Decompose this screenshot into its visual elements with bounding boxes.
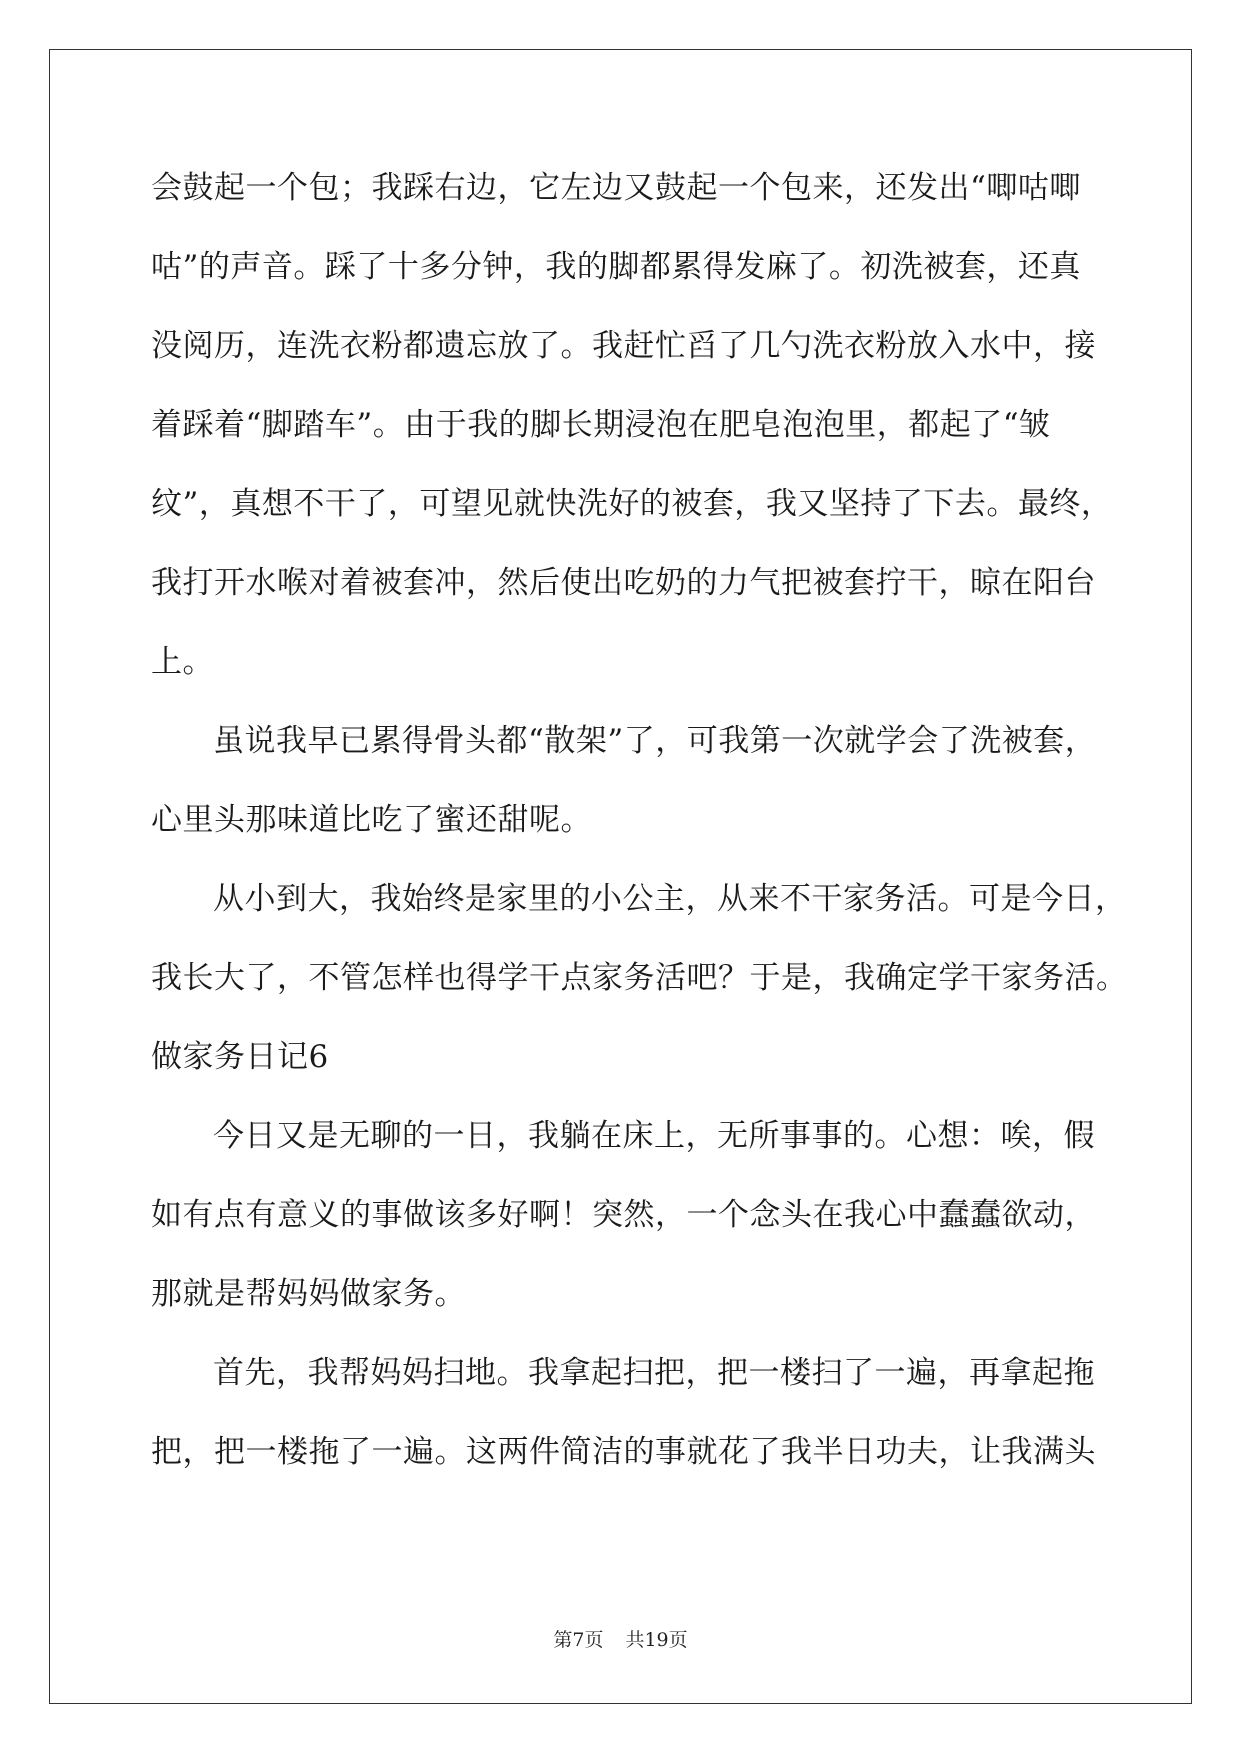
document-body bbox=[151, 160, 1128, 1503]
text-line: 心里头那味道比吃了蜜还甜呢。 bbox=[151, 802, 592, 838]
text-line: 纹”，真想不干了，可望见就快洗好的被套，我又坚持了下去。最终， bbox=[151, 486, 1113, 522]
page-number: 第7页 bbox=[553, 1629, 604, 1651]
paragraph-start-line: 从小到大，我始终是家里的小公主，从来不干家务活。可是今日， bbox=[213, 881, 1127, 917]
paragraph-start-line: 首先，我帮妈妈扫地。我拿起扫把，把一楼扫了一遍，再拿起拖 bbox=[213, 1355, 1095, 1391]
section-heading: 做家务日记6 bbox=[151, 1039, 329, 1075]
text-line: 咕”的声音。踩了十多分钟，我的脚都累得发麻了。初洗被套，还真 bbox=[151, 249, 1081, 285]
text-line: 会鼓起一个包；我踩右边，它左边又鼓起一个包来，还发出“唧咕唧 bbox=[151, 170, 1081, 206]
text-line: 把，把一楼拖了一遍。这两件简洁的事就花了我半日功夫，让我满头 bbox=[151, 1434, 1096, 1470]
text-line: 我打开水喉对着被套冲，然后使出吃奶的力气把被套拧干，晾在阳台 bbox=[151, 565, 1096, 601]
text-line: 如有点有意义的事做该多好啊！突然，一个念头在我心中蠢蠢欲动， bbox=[151, 1197, 1096, 1233]
paragraph-start-line: 虽说我早已累得骨头都“散架”了，可我第一次就学会了洗被套， bbox=[213, 723, 1097, 759]
text-line: 没阅历，连洗衣粉都遗忘放了。我赶忙舀了几勺洗衣粉放入水中，接 bbox=[151, 328, 1096, 364]
text-line: 那就是帮妈妈做家务。 bbox=[151, 1276, 466, 1312]
text-line: 上。 bbox=[151, 644, 214, 680]
page-total: 共19页 bbox=[625, 1629, 688, 1651]
page-footer bbox=[0, 1628, 1241, 1652]
text-line: 着踩着“脚踏车”。由于我的脚长期浸泡在肥皂泡泡里，都起了“皱 bbox=[151, 407, 1051, 443]
paragraph-start-line: 今日又是无聊的一日，我躺在床上，无所事事的。心想：唉，假 bbox=[213, 1118, 1095, 1154]
text-line: 我长大了，不管怎样也得学干点家务活吧？于是，我确定学干家务活。 bbox=[151, 960, 1128, 996]
